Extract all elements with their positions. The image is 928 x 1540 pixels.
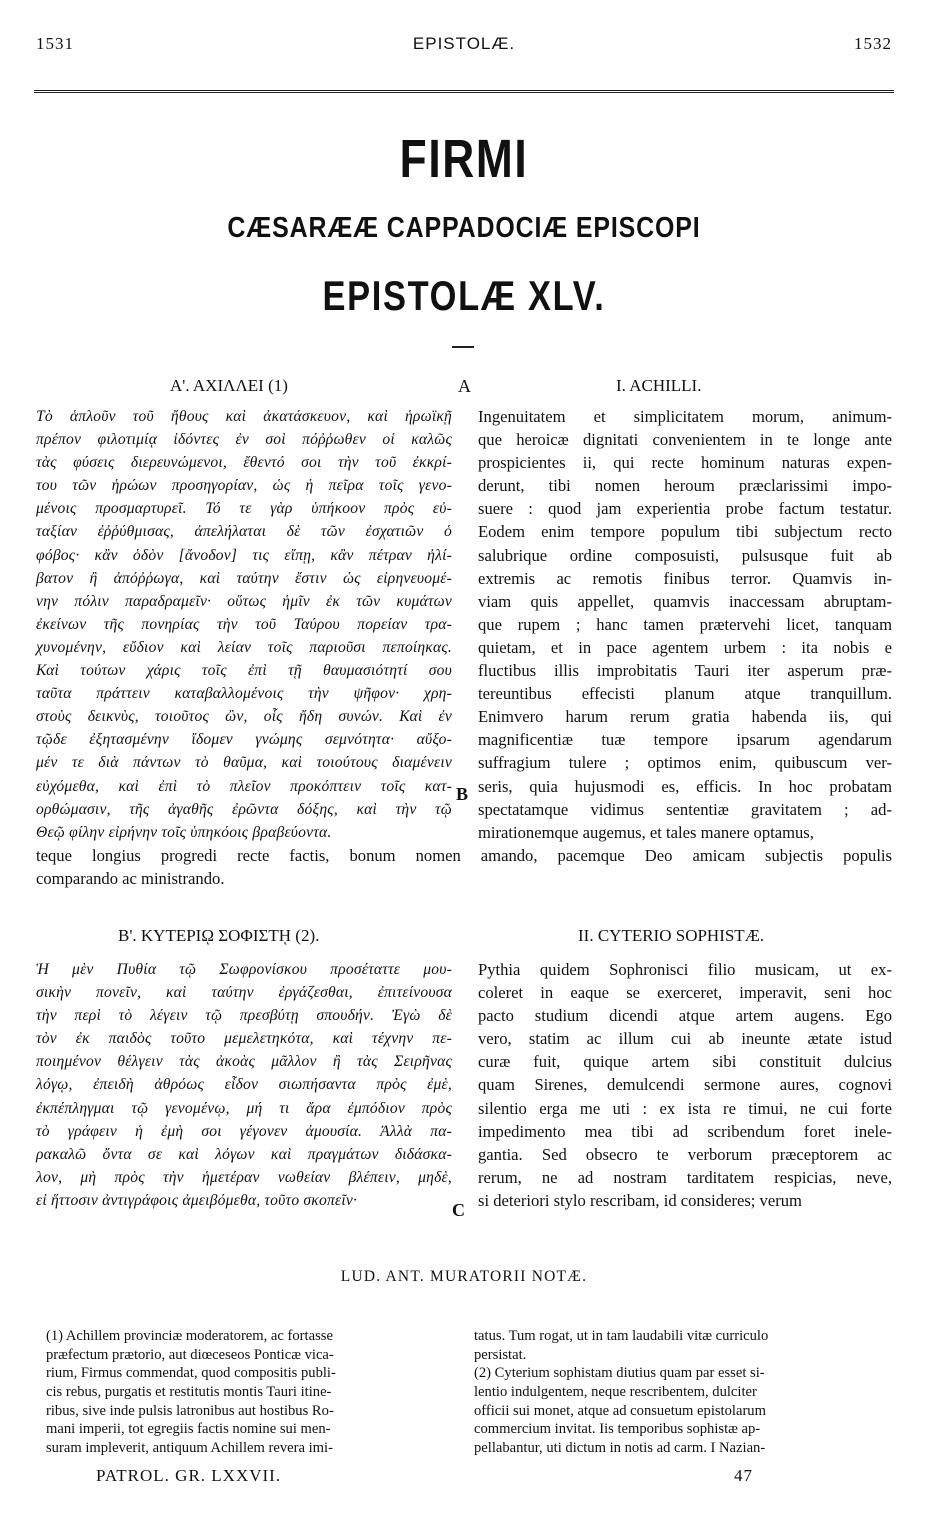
greek-heading-letter2: Β'. ΚΥΤΕΡΙῼ ΣΟΦΙΣΤῌ (2). bbox=[118, 926, 320, 945]
column-marker-a: A bbox=[458, 376, 471, 396]
text-line: si deteriori stylo rescribam, id consideres; verum bbox=[478, 1190, 802, 1210]
text-line: λόγῳ, ἐπειδὴ ἀθρόως εἶδον σιωπήσαντα πρὸς ἐμὲ, bbox=[36, 1076, 452, 1094]
text-line: Καὶ τούτων χάρις τοῖς ἐπὶ τῇ θαυμασιότητί σου bbox=[36, 662, 452, 680]
text-line: χυνομένην, εὔδιον καὶ λείαν τοῖς παριοῦσι πεποίηκας. bbox=[36, 638, 452, 656]
latin-heading-letter2: II. CYTERIO SOPHISTÆ. bbox=[578, 926, 765, 945]
text-line: extremis ac remotis finibus terror. Quamvis in- bbox=[478, 568, 892, 588]
text-line: coleret in eaque se exerceret, imperavit, seni hoc bbox=[478, 983, 892, 1003]
text-line: τὰς φύσεις διερευνώμενοι, ἔθεντό σοι τὴν τοῦ ἐκκρί- bbox=[36, 454, 452, 472]
text-line: ρακαλῶ ὄντα σε καὶ λόγων καὶ πραγμάτων διδάσκα- bbox=[36, 1145, 452, 1163]
greek-column-letter1 bbox=[36, 405, 452, 844]
text-line: τὴν περὶ τὸ λέγειν τῷ πρεσβύτῃ σπουδήν. Ἐγὼ δὲ bbox=[36, 1007, 452, 1025]
text-line: comparando ac ministrando. bbox=[36, 869, 225, 889]
text-line: gantia. Sed obsecro te verborum præceptorem ac bbox=[478, 1144, 892, 1164]
text-line: mani imperii, tot egregiis factis nomine sui men- bbox=[46, 1421, 331, 1438]
text-line: Τὸ ἁπλοῦν τοῦ ἤθους καὶ ἀκατάσκευον, καὶ ἡρωϊκῇ bbox=[36, 408, 452, 425]
text-line: εἰ ἥττοσιν ἀντιγράφοις ἀμειβόμεθα, τοῦτο σκοπεῖν· bbox=[36, 1191, 358, 1209]
header-rule bbox=[34, 90, 894, 93]
text-line: tatus. Tum rogat, ut in tam laudabili vitæ curriculo bbox=[474, 1328, 769, 1344]
latin-column-letter2 bbox=[478, 958, 892, 1212]
text-line: ταξίαν ἐῤῥύθμισας, ἀπελήλαται δὲ τῶν ἐσχατιῶν ὁ bbox=[36, 523, 452, 541]
text-line: suere : quod jam experientia probe factum testatur. bbox=[478, 499, 892, 519]
latin-column-letter1 bbox=[478, 405, 892, 844]
running-header: EPISTOLÆ. bbox=[412, 34, 516, 53]
latin-heading-letter1: I. ACHILLI. bbox=[616, 376, 702, 395]
text-line: silentio erga me uti : ex ista re timui, ne cui forte bbox=[478, 1098, 892, 1118]
title-subtitle: CÆSARÆÆ CAPPADOCIÆ EPISCOPI bbox=[227, 212, 701, 244]
text-line: βατον ἢ ἀπόῤῥωγα, καὶ ταύτην ἔστιν ὡς εἰρηνευομέ- bbox=[36, 569, 452, 587]
text-line: præfectum prætorio, aut diœceseos Ponticæ vica- bbox=[46, 1346, 334, 1363]
text-line: μέν τε διὰ πάντων τὸ θαῦμα, καὶ τοιούτους διαμένειν bbox=[36, 754, 452, 772]
text-line: derunt, tibi nomen heroum præclarissimi impo- bbox=[478, 476, 892, 496]
column-marker-b: B bbox=[456, 784, 469, 804]
text-line: vero, statim ac illum cui ab ineunte ætate istud bbox=[478, 1029, 892, 1049]
text-line: σικὴν πονεῖν, καὶ ταύτην ἐργάζεσθαι, ἐπιτείνουσα bbox=[36, 984, 452, 1002]
text-line: officii sui monet, atque ad consuetum epistolarum bbox=[474, 1402, 766, 1419]
text-line: πρέπον φιλοτιμίᾳ ἰδόντες ἐν σοὶ πόῤῥωθεν οἱ καλῶς bbox=[36, 431, 452, 449]
greek-heading-letter1: Α'. ΑΧΙΛΛΕΙ (1) bbox=[170, 376, 288, 395]
text-line: ribus, sive inde pulsis latronibus aut hostibus Ro- bbox=[46, 1402, 334, 1419]
text-line: suffragium tulere ; optimos enim, quibuscum ver- bbox=[478, 753, 892, 773]
footer-series: PATROL. GR. LXXVII. bbox=[96, 1466, 282, 1485]
text-line: prospicientes ii, qui recte hominum naturas expen- bbox=[478, 453, 892, 473]
greek-column-letter2 bbox=[36, 958, 452, 1212]
text-line: τῷδε ἐξητασμένην ἴδομεν γνώμης σεμνότητα· αὔξο- bbox=[36, 731, 452, 749]
text-line: Ἡ μὲν Πυθία τῷ Σωφρονίσκου προσέταττε μου- bbox=[36, 961, 452, 978]
text-line: Pythia quidem Sophronisci filio musicam, ut ex- bbox=[478, 960, 892, 979]
text-line: impedimento mea tibi ad scribendum foret inele- bbox=[478, 1121, 892, 1141]
text-line: que heroicæ dignitati convenientem in te longe ante bbox=[478, 430, 892, 450]
text-line: μένοις προσμαρτυρεῖ. Τό τε γὰρ ὑπήκοον πρὸς εὐ- bbox=[36, 500, 452, 518]
text-line: στοὺς δεικνὺς, τοιοῦτος ὢν, οἷς ἤδη συνών. Καὶ ἐν bbox=[36, 708, 452, 726]
notes-right-column bbox=[474, 1327, 894, 1458]
text-line: φόβος· κἂν ὁδὸν [ἄνοδον] τις εἴπῃ, κἂν πέτραν ἠλί- bbox=[36, 546, 452, 564]
text-line: ἐκπέπληγμαι τῷ γενομένῳ, μή τι ἄρα ἐμπόδιον πρὸς bbox=[36, 1099, 452, 1117]
text-line: curæ fuit, quique artem sibi constituit dulcius bbox=[478, 1052, 892, 1072]
notes-left-column bbox=[46, 1327, 456, 1458]
text-line: que rupem ; hanc tamen prætervehi licet, tanquam bbox=[478, 614, 892, 634]
title-divider bbox=[452, 346, 474, 348]
text-line: νην πόλιν παραδραμεῖν· οὕτως ἡμῖν ἐκ τῶν κυμάτων bbox=[36, 592, 452, 610]
page-number-left: 1531 bbox=[36, 34, 74, 53]
text-line: pellabantur, uti dictum in notis ad carm. I Nazian- bbox=[474, 1440, 766, 1457]
text-line: persistat. bbox=[474, 1346, 527, 1363]
text-line: suram impleverit, antiquum Achillem revera imi- bbox=[46, 1440, 333, 1457]
column-marker-c: C bbox=[452, 1200, 465, 1220]
text-line: ταῦτα πράττειν καταβαλλομένοις τὴν ψῆφον· χρη- bbox=[36, 685, 452, 703]
notes-title: LUD. ANT. MURATORII NOTÆ. bbox=[340, 1268, 588, 1285]
text-line: rerum, ne ad nostram tarditatem respicias, neve, bbox=[478, 1167, 892, 1187]
text-line: mirationemque augemus, et tales manere optamus, bbox=[478, 822, 814, 842]
footer-signature: 47 bbox=[734, 1466, 753, 1485]
text-line: rium, Firmus commendat, quod compositis publi- bbox=[46, 1365, 336, 1382]
text-line: salubrique ordine composuisti, pulsusque fuit ab bbox=[478, 545, 892, 565]
text-line: λον, μὴ πρὸς τὴν ἡμετέραν νωθείαν βλέπειν, μηδὲ, bbox=[36, 1168, 452, 1186]
text-line: Eodem enim tempore populum tibi subjectum recto bbox=[478, 522, 892, 542]
text-line: pacto studium dicendi atque artem augens. Ego bbox=[478, 1006, 892, 1026]
text-line: ορθώμασιν, τῆς ἀγαθῆς ἐρῶντα δόξης, καὶ τὴν τῷ bbox=[36, 800, 452, 818]
text-line: tereuntibus effecisti planum atque tranquillum. bbox=[478, 684, 892, 704]
text-line: Θεῷ φίλην εἰρήνην τοῖς ὑπηκόοις βραβεύοντα. bbox=[36, 823, 332, 841]
text-line: fluctibus illis improbitatis Tauri iter asperum præ- bbox=[478, 661, 892, 681]
text-line: τὸ γράφειν ἡ ἐμὴ σοι γέγονεν ἀμουσία. Ἀλλὰ πα- bbox=[36, 1122, 452, 1140]
text-line: του τῶν ἡρώων προσηγορίαν, ὡς ἡ πεῖρα τοῖς γενο- bbox=[36, 477, 452, 495]
title-author: FIRMI bbox=[399, 129, 529, 189]
text-line: magnificentiæ tuæ tempore ipsarum agendarum bbox=[478, 730, 892, 750]
text-line: (2) Cyterium sophistam diutius quam par esset si- bbox=[474, 1365, 765, 1382]
text-line: lentio indulgentem, neque rescribentem, dulciter bbox=[474, 1384, 757, 1401]
text-line: εὐχόμεθα, καὶ ἐπὶ τὸ πλεῖον προκόπτειν τοῖς κατ- bbox=[36, 777, 452, 795]
text-line: τὸν ἐκ παιδὸς τοῦτο μεμελετηκότα, καὶ τέχνην πε- bbox=[36, 1030, 452, 1048]
text-line: (1) Achillem provinciæ moderatorem, ac fortasse bbox=[46, 1328, 333, 1344]
text-line: quam Sirenes, demulcendi sermone aures, cognovi bbox=[478, 1075, 892, 1095]
full-width-text-letter1 bbox=[36, 844, 896, 890]
page-number-right: 1532 bbox=[854, 34, 892, 53]
text-line: Enimvero harum rerum gratia habenda iis, qui bbox=[478, 707, 892, 727]
text-line: commercium invitat. Iis temporibus sophistæ ap- bbox=[474, 1421, 761, 1438]
text-line: cis rebus, purgatis et restitutis montis Tauri itine- bbox=[46, 1384, 332, 1401]
text-line: seris, quia hujusmodi es, efficis. In hoc probatam bbox=[478, 776, 892, 796]
text-line: teque longius progredi recte factis, bonum nomen amando, pacemque Deo amicam subjectis populis bbox=[36, 846, 892, 865]
text-line: ἐκείνων τῆς πονηρίας τὴν τοῦ Ταύρου πορείαν τρα- bbox=[36, 615, 452, 633]
text-line: spectatamque vidimus sententiæ gravitatem ; ad- bbox=[478, 799, 892, 819]
text-line: quietam, et in pace agentem urbem : ita nobis e bbox=[478, 637, 892, 657]
title-epistolae: EPISTOLÆ XLV. bbox=[322, 272, 606, 319]
text-line: viam quis appellet, quamvis inaccessam abruptam- bbox=[478, 591, 892, 611]
text-line: Ingenuitatem et simplicitatem morum, animum- bbox=[478, 407, 892, 426]
text-line: ποιημένον θέλγειν τὰς ἀκοὰς μᾶλλον ἢ τὰς Σειρῆνας bbox=[36, 1053, 452, 1071]
